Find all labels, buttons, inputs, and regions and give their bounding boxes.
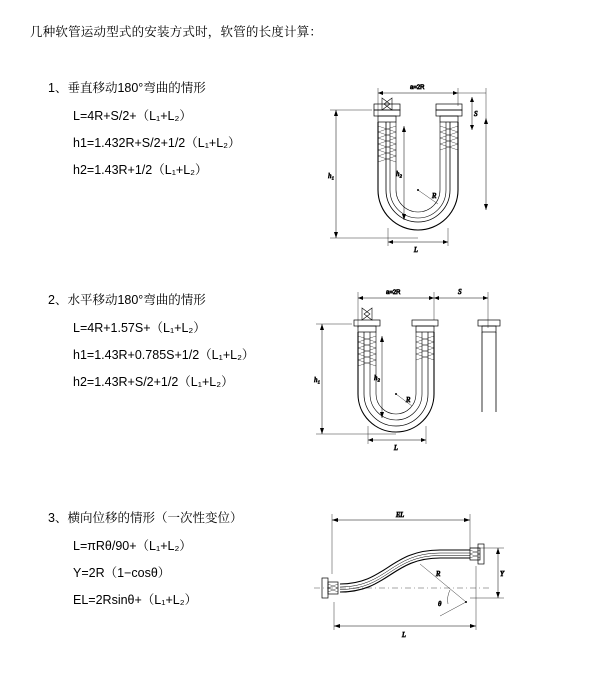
svg-text:R: R — [436, 570, 441, 578]
svg-text:L: L — [402, 631, 406, 639]
formula-1-1: L=4R+S/2+（L₁+L₂） — [73, 109, 192, 123]
horizontal-180-bend-diagram — [300, 284, 530, 474]
formula-block-1 — [48, 78, 298, 187]
svg-text:R: R — [406, 396, 411, 404]
svg-text:a=2R: a=2R — [386, 290, 401, 296]
svg-text:L: L — [414, 246, 418, 254]
svg-text:S: S — [474, 110, 478, 118]
svg-text:Y: Y — [500, 570, 504, 578]
svg-text:h₁: h₁ — [314, 376, 320, 384]
vertical-180-bend-diagram — [300, 70, 530, 260]
section-heading-3: 3、横向位移的情形（一次性变位） — [48, 511, 243, 525]
svg-text:S: S — [458, 288, 462, 296]
formula-2-1: L=4R+1.57S+（L₁+L₂） — [73, 321, 206, 335]
formula-3-1: L=πRθ/90+（L₁+L₂） — [73, 539, 192, 553]
page-title: 几种软管运动型式的安装方式时，软管的长度计算： — [30, 25, 323, 39]
section-heading-1: 1、垂直移动180°弯曲的情形 — [48, 81, 206, 95]
formula-2-2: h1=1.43R+0.785S+1/2（L₁+L₂） — [73, 348, 255, 362]
svg-text:h₂: h₂ — [396, 170, 402, 178]
lateral-offset-diagram — [290, 506, 540, 646]
formula-1-2: h1=1.432R+S/2+1/2（L₁+L₂） — [73, 136, 241, 150]
formula-3-3: EL=2Rsinθ+（L₁+L₂） — [73, 593, 198, 607]
svg-text:h₁: h₁ — [328, 172, 334, 180]
svg-text:R: R — [432, 192, 437, 200]
svg-text:L: L — [394, 444, 398, 452]
svg-text:a=2R: a=2R — [410, 85, 425, 91]
formula-block-2 — [48, 290, 298, 399]
svg-text:h₂: h₂ — [374, 374, 380, 382]
svg-text:EL: EL — [396, 511, 405, 519]
formula-block-3 — [48, 508, 298, 617]
formula-2-3: h2=1.43R+S/2+1/2（L₁+L₂） — [73, 375, 234, 389]
formula-1-3: h2=1.43R+1/2（L₁+L₂） — [73, 163, 208, 177]
formula-3-2: Y=2R（1−cosθ） — [73, 566, 171, 580]
section-heading-2: 2、水平移动180°弯曲的情形 — [48, 293, 206, 307]
svg-text:θ: θ — [438, 600, 442, 608]
